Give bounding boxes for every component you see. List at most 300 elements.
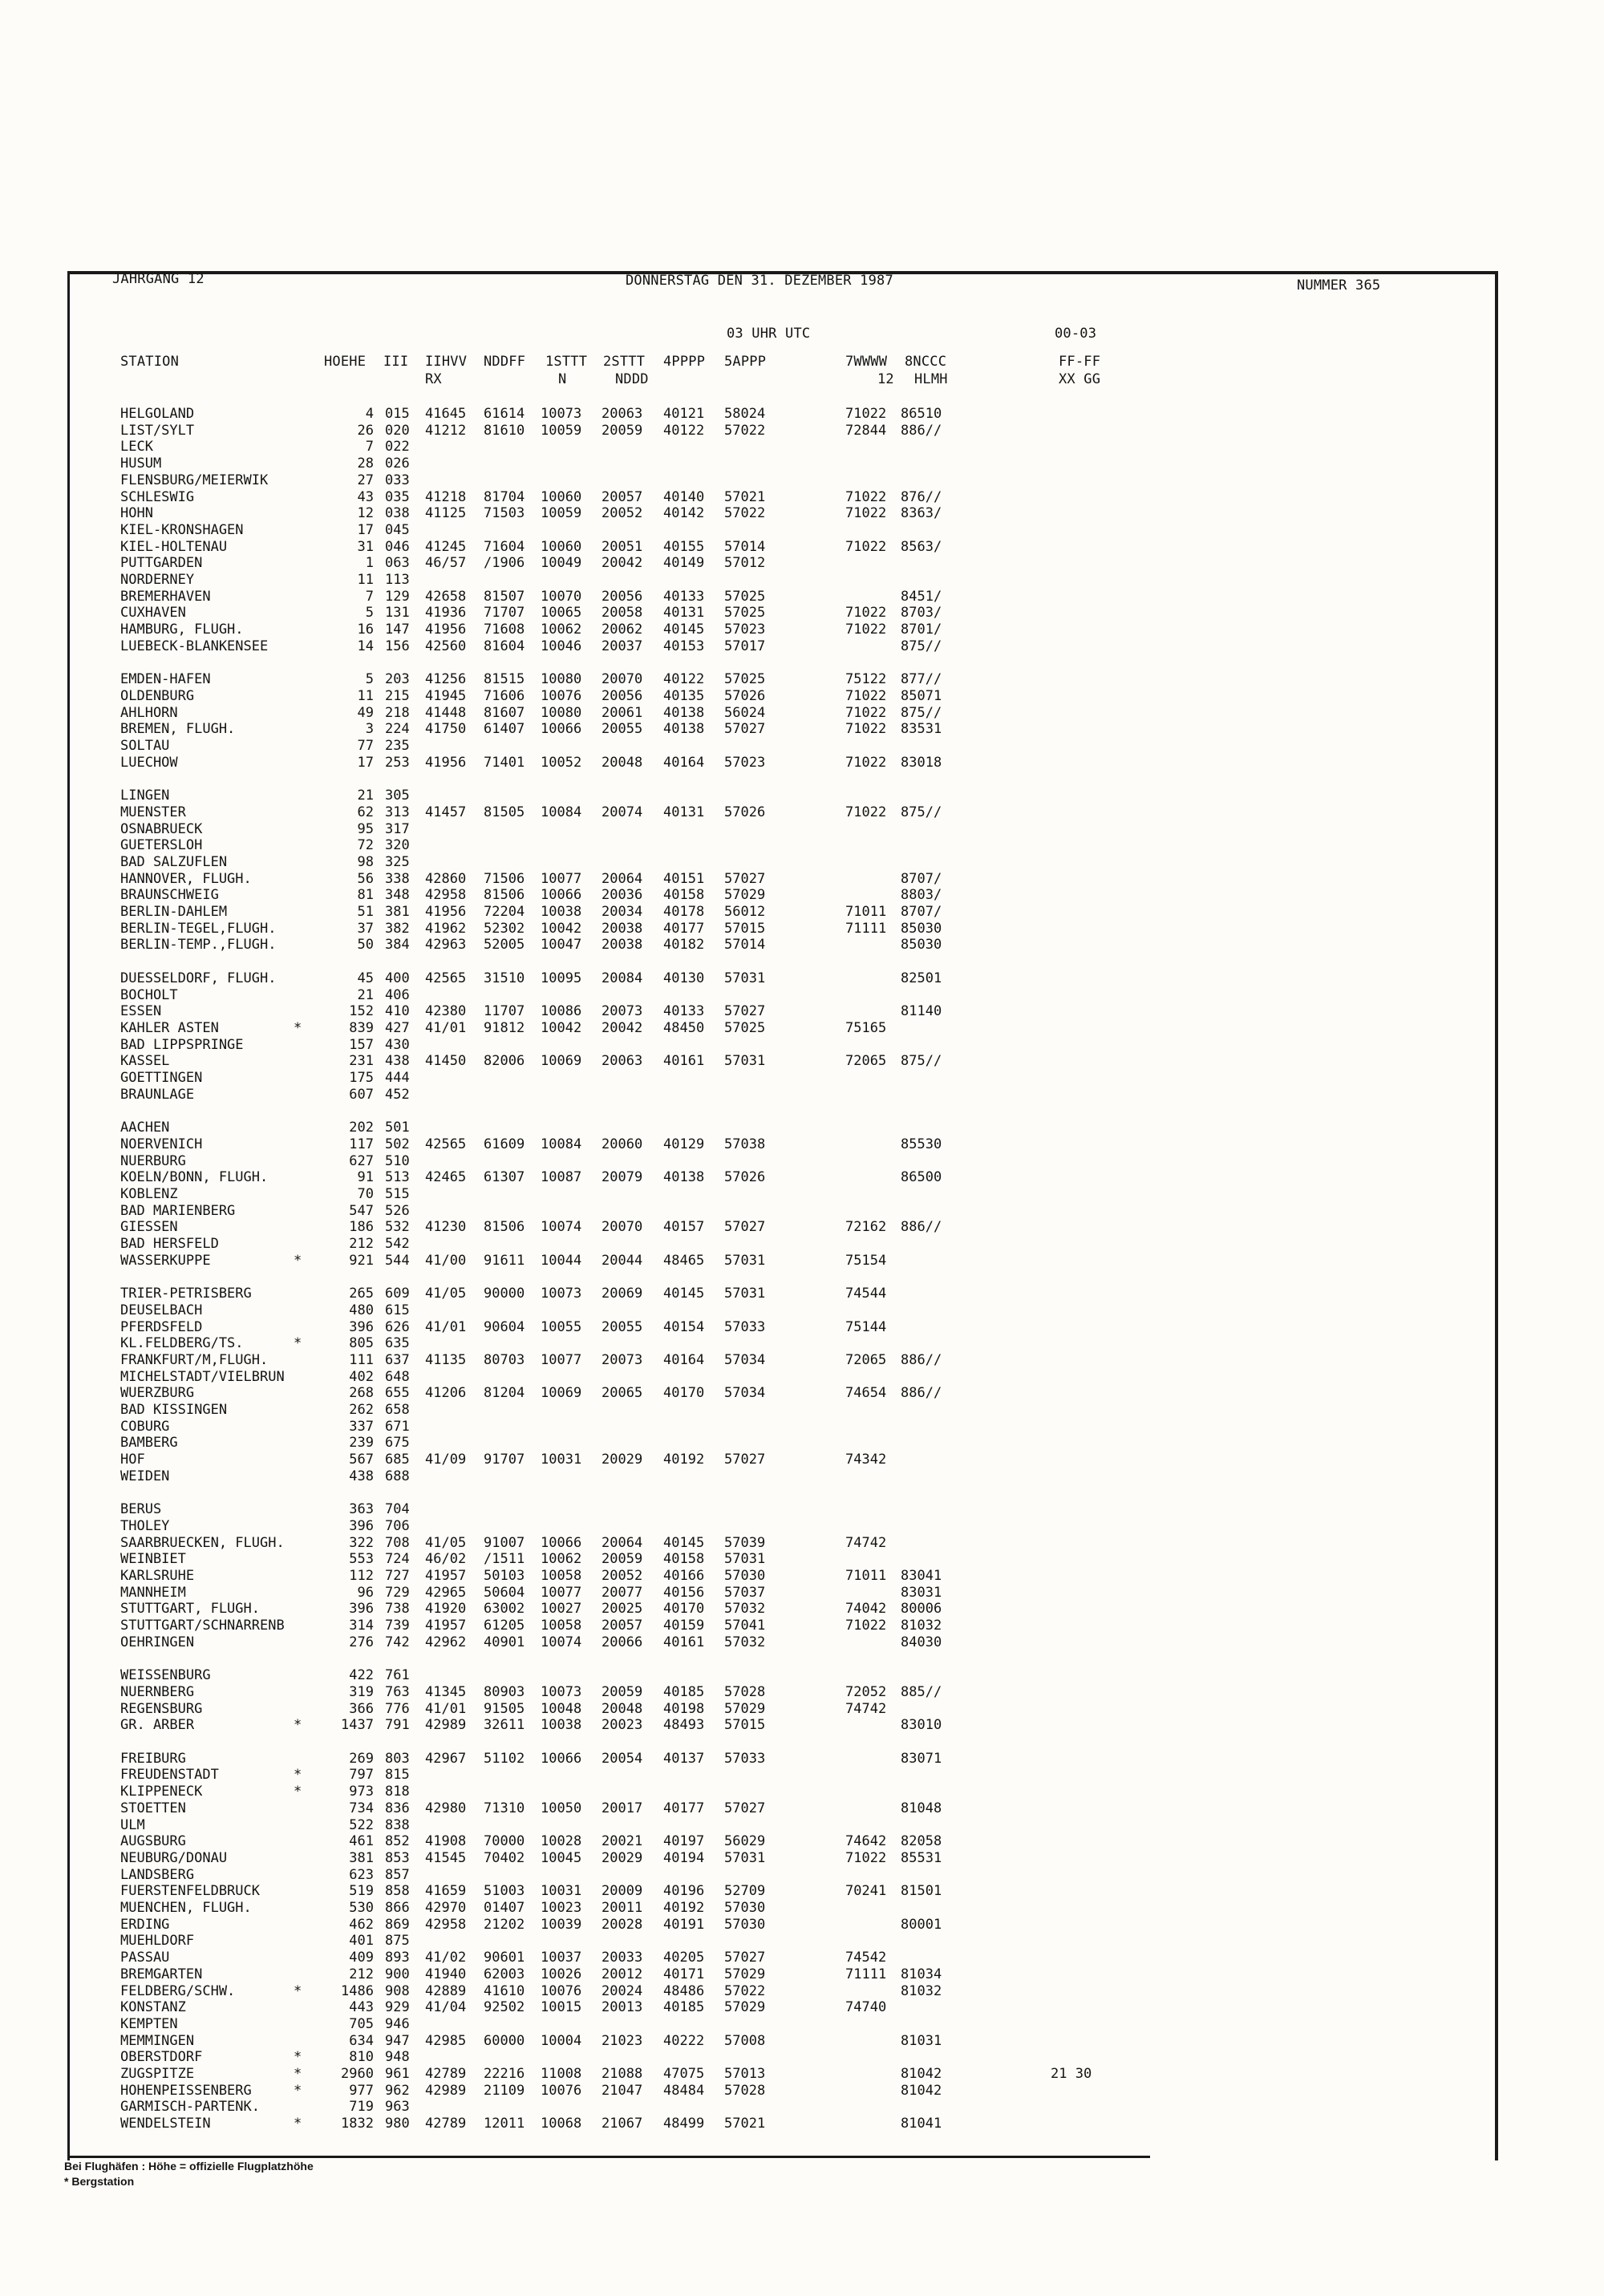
elevation: 14	[357, 638, 374, 654]
group-4pppp: 40159	[663, 1618, 705, 1634]
group-4pppp: 40157	[663, 1219, 705, 1236]
group-2sttt: 20054	[602, 1750, 643, 1767]
nddff-value: 12011	[484, 2116, 525, 2132]
station-id: 763	[385, 1683, 410, 1700]
nddff-value: 71401	[484, 754, 525, 771]
elevation: 1832	[341, 2116, 374, 2132]
station-id: 947	[385, 2032, 410, 2049]
station-id: 853	[385, 1849, 410, 1866]
iihvv-value: 41920	[425, 1601, 467, 1618]
station-id: 384	[385, 937, 410, 954]
group-4pppp: 40196	[663, 1883, 705, 1900]
elevation: 627	[349, 1152, 374, 1169]
nddff-value: 92502	[484, 1999, 525, 2016]
station-name: OLDENBURG	[120, 687, 195, 704]
nddff-value: 22216	[484, 2066, 525, 2082]
station-id: 675	[385, 1435, 410, 1452]
mountain-marker: *	[294, 1252, 302, 1269]
group-4pppp: 48465	[663, 1252, 705, 1269]
elevation: 734	[349, 1800, 374, 1816]
group-7wwww: 71111	[845, 1966, 887, 1982]
station-name: NUERBURG	[120, 1152, 186, 1169]
station-id: 317	[385, 820, 410, 837]
station-id: 858	[385, 1883, 410, 1900]
station-id: 836	[385, 1800, 410, 1816]
station-id: 063	[385, 555, 410, 572]
col-nddd: NDDD	[615, 371, 649, 387]
station-name: GUETERSLOH	[120, 837, 203, 854]
group-7wwww: 75122	[845, 671, 887, 688]
station-id: 706	[385, 1517, 410, 1534]
iihvv-value: 41125	[425, 505, 467, 522]
group-8nccc: 81031	[901, 2032, 942, 2049]
group-2sttt: 20064	[602, 1534, 643, 1551]
group-2sttt: 20056	[602, 588, 643, 605]
group-2sttt: 20037	[602, 638, 643, 654]
group-1sttt: 10027	[541, 1601, 582, 1618]
group-7wwww: 74742	[845, 1700, 887, 1717]
group-1sttt: 10070	[541, 588, 582, 605]
group-7wwww: 71011	[845, 1568, 887, 1584]
col-iihvv: IIHVV	[425, 354, 468, 370]
mountain-marker: *	[294, 1019, 302, 1036]
group-5appp: 57025	[724, 671, 766, 688]
group-7wwww: 74544	[845, 1286, 887, 1302]
iihvv-value: 42789	[425, 2116, 467, 2132]
station-name: MANNHEIM	[120, 1584, 186, 1601]
station-name: NOERVENICH	[120, 1136, 203, 1152]
iihvv-value: 41962	[425, 920, 467, 937]
iihvv-value: 41256	[425, 671, 467, 688]
station-id: 203	[385, 671, 410, 688]
col-n: N	[558, 371, 567, 387]
station-name: BAD HERSFELD	[120, 1236, 219, 1252]
iihvv-value: 41448	[425, 704, 467, 721]
group-8nccc: 886//	[901, 1351, 942, 1368]
group-4pppp: 40138	[663, 704, 705, 721]
nddff-value: /1906	[484, 555, 525, 572]
iihvv-value: 46/02	[425, 1551, 467, 1568]
station-name: KIEL-HOLTENAU	[120, 538, 228, 555]
group-5appp: 56029	[724, 1833, 766, 1850]
station-name: NEUBURG/DONAU	[120, 1849, 228, 1866]
station-name: HAMBURG, FLUGH.	[120, 622, 244, 638]
group-8nccc: 877//	[901, 671, 942, 688]
group-8nccc: 886//	[901, 1219, 942, 1236]
group-8nccc: 81041	[901, 2116, 942, 2132]
station-id: 430	[385, 1036, 410, 1053]
station-name: KAHLER ASTEN	[120, 1019, 219, 1036]
elevation: 11	[357, 572, 374, 588]
group-8nccc: 86510	[901, 406, 942, 422]
station-id: 685	[385, 1452, 410, 1468]
nddff-value: 31510	[484, 970, 525, 986]
group-7wwww: 71011	[845, 904, 887, 920]
group-4pppp: 40222	[663, 2032, 705, 2049]
station-name: KASSEL	[120, 1053, 170, 1070]
group-5appp: 57023	[724, 754, 766, 771]
group-4pppp: 40177	[663, 920, 705, 937]
iihvv-value: 41206	[425, 1385, 467, 1402]
mountain-marker: *	[294, 2049, 302, 2066]
elevation: 268	[349, 1385, 374, 1402]
group-5appp: 57031	[724, 1252, 766, 1269]
group-8nccc: 83018	[901, 754, 942, 771]
station-name: SCHLESWIG	[120, 488, 195, 505]
station-name: BERLIN-TEMP.,FLUGH.	[120, 937, 277, 954]
group-7wwww: 72162	[845, 1219, 887, 1236]
group-2sttt: 20029	[602, 1452, 643, 1468]
elevation: 239	[349, 1435, 374, 1452]
elevation: 17	[357, 521, 374, 538]
group-4pppp: 40197	[663, 1833, 705, 1850]
group-2sttt: 20042	[602, 555, 643, 572]
bottom-rule	[67, 2156, 1150, 2158]
group-1sttt: 10066	[541, 1534, 582, 1551]
station-name: AACHEN	[120, 1120, 170, 1136]
station-id: 033	[385, 472, 410, 488]
station-name: DUESSELDORF, FLUGH.	[120, 970, 277, 986]
nddff-value: 50103	[484, 1568, 525, 1584]
group-5appp: 57033	[724, 1318, 766, 1335]
station-name: WEINBIET	[120, 1551, 186, 1568]
nddff-value: 50604	[484, 1584, 525, 1601]
group-8nccc: 84030	[901, 1634, 942, 1650]
group-4pppp: 40129	[663, 1136, 705, 1152]
iihvv-value: 41/02	[425, 1950, 467, 1966]
col-hoehe: HOEHE	[324, 354, 367, 370]
station-id: 410	[385, 1003, 410, 1020]
iihvv-value: 42989	[425, 2082, 467, 2099]
group-5appp: 57027	[724, 1800, 766, 1816]
group-2sttt: 21067	[602, 2116, 643, 2132]
group-5appp: 57033	[724, 1750, 766, 1767]
station-name: PUTTGARDEN	[120, 555, 203, 572]
group-1sttt: 10055	[541, 1318, 582, 1335]
group-2sttt: 20028	[602, 1916, 643, 1933]
station-id: 502	[385, 1136, 410, 1152]
station-id: 869	[385, 1916, 410, 1933]
group-2sttt: 20066	[602, 1634, 643, 1650]
group-1sttt: 10037	[541, 1950, 582, 1966]
nddff-value: 62003	[484, 1966, 525, 1982]
station-name: BAD SALZUFLEN	[120, 853, 228, 870]
nddff-value: 81704	[484, 488, 525, 505]
elevation: 17	[357, 754, 374, 771]
iihvv-value: 41/09	[425, 1452, 467, 1468]
nddff-value: 91707	[484, 1452, 525, 1468]
nddff-value: 70000	[484, 1833, 525, 1850]
group-2sttt: 20034	[602, 904, 643, 920]
group-1sttt: 10066	[541, 721, 582, 738]
group-4pppp: 40164	[663, 754, 705, 771]
iihvv-value: 41/01	[425, 1700, 467, 1717]
nddff-value: 71608	[484, 622, 525, 638]
issue-number: NUMMER 365	[1297, 277, 1381, 294]
nddff-value: 80903	[484, 1683, 525, 1700]
group-4pppp: 40131	[663, 605, 705, 622]
group-4pppp: 40145	[663, 1286, 705, 1302]
group-8nccc: 8707/	[901, 904, 942, 920]
iihvv-value: 42465	[425, 1169, 467, 1186]
elevation: 314	[349, 1618, 374, 1634]
station-name: SAARBRUECKEN, FLUGH.	[120, 1534, 285, 1551]
station-name: KARLSRUHE	[120, 1568, 195, 1584]
station-id: 235	[385, 738, 410, 754]
elevation: 157	[349, 1036, 374, 1053]
group-5appp: 57031	[724, 1053, 766, 1070]
group-5appp: 57029	[724, 1999, 766, 2016]
mountain-marker: *	[294, 1335, 302, 1352]
station-id: 406	[385, 986, 410, 1003]
iihvv-value: 41645	[425, 406, 467, 422]
group-4pppp: 40140	[663, 488, 705, 505]
elevation: 95	[357, 820, 374, 837]
elevation: 7	[365, 588, 374, 605]
iihvv-value: 46/57	[425, 555, 467, 572]
group-4pppp: 40131	[663, 804, 705, 820]
iihvv-value: 41/00	[425, 1252, 467, 1269]
elevation: 26	[357, 422, 374, 439]
nddff-value: 51102	[484, 1750, 525, 1767]
elevation: 973	[349, 1784, 374, 1800]
station-id: 963	[385, 2099, 410, 2116]
group-5appp: 57015	[724, 1717, 766, 1734]
group-7wwww: 71022	[845, 505, 887, 522]
station-id: 658	[385, 1402, 410, 1418]
elevation: 396	[349, 1517, 374, 1534]
iihvv-value: 41/01	[425, 1318, 467, 1335]
elevation: 401	[349, 1933, 374, 1950]
station-name: LUEBECK-BLANKENSEE	[120, 638, 269, 654]
elevation: 152	[349, 1003, 374, 1020]
elevation: 276	[349, 1634, 374, 1650]
group-1sttt: 10080	[541, 671, 582, 688]
group-4pppp: 40122	[663, 671, 705, 688]
group-1sttt: 10062	[541, 1551, 582, 1568]
group-8nccc: 886//	[901, 422, 942, 439]
iihvv-value: 41940	[425, 1966, 467, 1982]
elevation: 117	[349, 1136, 374, 1152]
nddff-value: 63002	[484, 1601, 525, 1618]
mountain-marker: *	[294, 2066, 302, 2082]
group-2sttt: 20070	[602, 671, 643, 688]
group-8nccc: 875//	[901, 804, 942, 820]
station-id: 852	[385, 1833, 410, 1850]
station-id: 444	[385, 1070, 410, 1086]
elevation: 381	[349, 1849, 374, 1866]
group-8nccc: 81032	[901, 1982, 942, 1999]
group-1sttt: 10023	[541, 1900, 582, 1916]
mountain-marker: *	[294, 2116, 302, 2132]
group-8nccc: 82058	[901, 1833, 942, 1850]
group-1sttt: 10066	[541, 887, 582, 904]
station-id: 818	[385, 1784, 410, 1800]
elevation: 4	[365, 406, 374, 422]
group-2sttt: 20033	[602, 1950, 643, 1966]
nddff-value: 61407	[484, 721, 525, 738]
elevation: 443	[349, 1999, 374, 2016]
iihvv-value: 42970	[425, 1900, 467, 1916]
elevation: 797	[349, 1767, 374, 1784]
station-name: BREMEN, FLUGH.	[120, 721, 236, 738]
station-name: BERLIN-TEGEL,FLUGH.	[120, 920, 277, 937]
elevation: 11	[357, 687, 374, 704]
elevation: 462	[349, 1916, 374, 1933]
station-name: THOLEY	[120, 1517, 170, 1534]
elevation: 62	[357, 804, 374, 820]
group-4pppp: 40171	[663, 1966, 705, 1982]
nddff-value: 11707	[484, 1003, 525, 1020]
group-4pppp: 40133	[663, 1003, 705, 1020]
group-1sttt: 10087	[541, 1169, 582, 1186]
group-5appp: 57027	[724, 1219, 766, 1236]
station-id: 320	[385, 837, 410, 854]
elevation: 49	[357, 704, 374, 721]
group-4pppp: 40192	[663, 1452, 705, 1468]
station-id: 147	[385, 622, 410, 638]
station-name: LUECHOW	[120, 754, 178, 771]
station-name: GARMISCH-PARTENK.	[120, 2099, 260, 2116]
group-5appp: 57031	[724, 970, 766, 986]
group-4pppp: 40137	[663, 1750, 705, 1767]
group-1sttt: 10060	[541, 488, 582, 505]
elevation: 1486	[341, 1982, 374, 1999]
iihvv-value: 42565	[425, 1136, 467, 1152]
group-5appp: 57034	[724, 1385, 766, 1402]
group-5appp: 57034	[724, 1351, 766, 1368]
nddff-value: 71506	[484, 870, 525, 887]
station-name: REGENSBURG	[120, 1700, 203, 1717]
group-8nccc: 83041	[901, 1568, 942, 1584]
nddff-value: 81515	[484, 671, 525, 688]
group-7wwww: 71022	[845, 1618, 887, 1634]
group-7wwww: 71022	[845, 704, 887, 721]
elevation: 1437	[341, 1717, 374, 1734]
group-1sttt: 10076	[541, 687, 582, 704]
station-name: BAD KISSINGEN	[120, 1402, 228, 1418]
station-name: HOHN	[120, 505, 153, 522]
group-5appp: 57026	[724, 687, 766, 704]
iihvv-value: 41957	[425, 1618, 467, 1634]
group-1sttt: 10077	[541, 870, 582, 887]
iihvv-value: 41956	[425, 754, 467, 771]
group-5appp: 57027	[724, 870, 766, 887]
station-name: KLIPPENECK	[120, 1784, 203, 1800]
group-4pppp: 40170	[663, 1385, 705, 1402]
station-name: AHLHORN	[120, 704, 178, 721]
station-id: 866	[385, 1900, 410, 1916]
station-id: 532	[385, 1219, 410, 1236]
group-7wwww: 75144	[845, 1318, 887, 1335]
group-2sttt: 20069	[602, 1286, 643, 1302]
group-7wwww: 71022	[845, 605, 887, 622]
station-name: HOF	[120, 1452, 145, 1468]
station-id: 515	[385, 1185, 410, 1202]
iihvv-value: 41956	[425, 622, 467, 638]
station-name: FELDBERG/SCHW.	[120, 1982, 236, 1999]
station-name: BAD LIPPSPRINGE	[120, 1036, 244, 1053]
iihvv-value: 42965	[425, 1584, 467, 1601]
station-name: BERUS	[120, 1501, 162, 1518]
group-5appp: 57015	[724, 920, 766, 937]
group-2sttt: 21088	[602, 2066, 643, 2082]
elevation: 7	[365, 439, 374, 456]
iihvv-value: 41212	[425, 422, 467, 439]
group-7wwww: 71111	[845, 920, 887, 937]
station-name: PASSAU	[120, 1950, 170, 1966]
station-name: COBURG	[120, 1418, 170, 1435]
iihvv-value: 41135	[425, 1351, 467, 1368]
group-2sttt: 20065	[602, 1385, 643, 1402]
nddff-value: 71503	[484, 505, 525, 522]
group-8nccc: 8707/	[901, 870, 942, 887]
group-5appp: 57030	[724, 1568, 766, 1584]
station-id: 838	[385, 1816, 410, 1833]
group-4pppp: 40138	[663, 721, 705, 738]
group-1sttt: 10031	[541, 1883, 582, 1900]
station-name: FREUDENSTADT	[120, 1767, 219, 1784]
nddff-value: 40901	[484, 1634, 525, 1650]
nddff-value: 61205	[484, 1618, 525, 1634]
group-1sttt: 10059	[541, 505, 582, 522]
group-1sttt: 10059	[541, 422, 582, 439]
group-1sttt: 10038	[541, 904, 582, 920]
group-5appp: 57038	[724, 1136, 766, 1152]
elevation: 111	[349, 1351, 374, 1368]
group-2sttt: 20057	[602, 488, 643, 505]
iihvv-value: 42958	[425, 887, 467, 904]
col-rx: RX	[425, 371, 442, 387]
iihvv-value: 42380	[425, 1003, 467, 1020]
elevation: 422	[349, 1667, 374, 1684]
station-name: MUEHLDORF	[120, 1933, 195, 1950]
elevation: 396	[349, 1601, 374, 1618]
group-4pppp: 40122	[663, 422, 705, 439]
group-2sttt: 20055	[602, 721, 643, 738]
nddff-value: 90604	[484, 1318, 525, 1335]
group-4pppp: 40155	[663, 538, 705, 555]
group-2sttt: 20024	[602, 1982, 643, 1999]
group-2sttt: 20059	[602, 1551, 643, 1568]
group-8nccc: 85531	[901, 1849, 942, 1866]
group-1sttt: 10077	[541, 1584, 582, 1601]
iihvv-value: 42962	[425, 1634, 467, 1650]
elevation: 461	[349, 1833, 374, 1850]
elevation: 231	[349, 1053, 374, 1070]
group-2sttt: 20011	[602, 1900, 643, 1916]
station-id: 156	[385, 638, 410, 654]
group-4pppp: 40177	[663, 1800, 705, 1816]
elevation: 262	[349, 1402, 374, 1418]
group-4pppp: 48484	[663, 2082, 705, 2099]
group-8nccc: 81042	[901, 2066, 942, 2082]
group-7wwww: 71022	[845, 406, 887, 422]
station-name: MUENSTER	[120, 804, 186, 820]
group-1sttt: 10004	[541, 2032, 582, 2049]
col-2sttt: 2STTT	[603, 354, 646, 370]
group-7wwww: 71022	[845, 538, 887, 555]
group-2sttt: 20061	[602, 704, 643, 721]
group-5appp: 57022	[724, 1982, 766, 1999]
footnote-airport: Bei Flughäfen : Höhe = offizielle Flugplatzhöhe	[64, 2160, 314, 2172]
station-id: 648	[385, 1368, 410, 1385]
elevation: 839	[349, 1019, 374, 1036]
group-2sttt: 20056	[602, 687, 643, 704]
iihvv-value: 41457	[425, 804, 467, 820]
station-id: 113	[385, 572, 410, 588]
station-id: 729	[385, 1584, 410, 1601]
